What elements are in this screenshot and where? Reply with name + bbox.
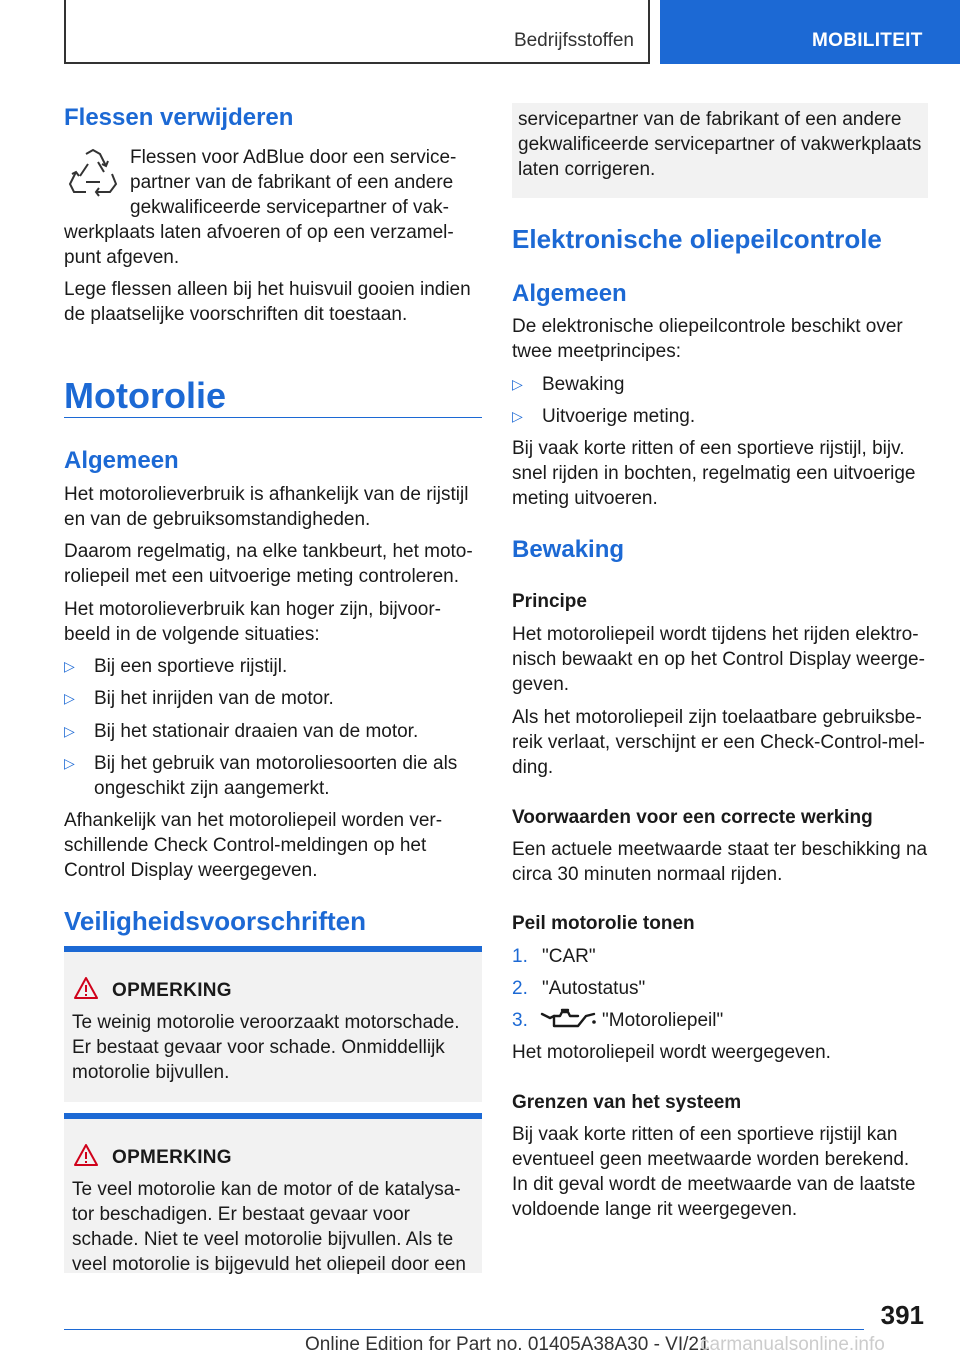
note-2-body: Te veel motorolie kan de motor of de katalysa-tor beschadigen. Er bestaat gevaar voor schade. Niet te veel motorolie bijvullen. Als te veel motorolie is bijgevuld het oliepeil door een: [72, 1179, 466, 1275]
bullet-triangle-icon: ▷: [64, 690, 75, 706]
warning-triangle-icon: [74, 1143, 98, 1167]
header-section-tab: [64, 0, 650, 64]
flessen-text-line1: Flessen voor AdBlue door een service-: [130, 147, 457, 168]
step-text: "Autostatus": [542, 978, 646, 999]
bullet-triangle-icon: ▷: [64, 658, 75, 674]
grenzen-heading: Grenzen van het systeem: [512, 1092, 742, 1113]
footer-rule: [64, 1329, 864, 1330]
page-number: 391: [880, 1300, 924, 1330]
header-chapter-tab: [660, 0, 960, 64]
flessen-text-line2: partner van de fabrikant of een andere: [130, 172, 454, 193]
principe-paragraph-2: Als het motoroliepeil zijn toelaatbare gebruiksbe-reik verlaat, verschijnt er een Check-Control-mel-ding.: [512, 707, 925, 778]
bullet-triangle-icon: ▷: [512, 408, 523, 424]
flessen-paragraph-2: Lege flessen alleen bij het huisvuil gooien indien de plaatselijke voorschriften dit toestaan.: [64, 279, 471, 325]
flessen-text-line4: werkplaats laten afvoeren of op een verzamel-: [64, 222, 454, 243]
note-box-2: [64, 1113, 482, 1273]
footer-watermark: carmanualsonline.info: [700, 1334, 885, 1355]
flessen-text-line5: punt afgeven.: [64, 247, 180, 268]
bullet-triangle-icon: ▷: [512, 376, 523, 392]
list-item: ▷ Bij het gebruik van motoroliesoorten die als ongeschikt zijn aangemerkt.: [64, 753, 458, 799]
note-1-title: OPMERKING: [112, 980, 232, 1001]
header-section-label: Bedrijfsstoffen: [513, 30, 634, 51]
algemeen-paragraph-1: Het motorolieverbruik is afhankelijk van de rijstijl en van de gebruiksomstandigheden.: [64, 484, 469, 530]
algemeen-paragraph-4: Afhankelijk van het motoroliepeil worden ver-schillende Check Control-meldingen op het Control Display weergegeven.: [64, 810, 443, 881]
step-number: 2.: [512, 978, 528, 999]
algemeen-right-paragraph-1: De elektronische oliepeilcontrole beschikt over twee meetprincipes:: [512, 316, 903, 362]
list-item: ▷ Bij een sportieve rijstijl.: [64, 656, 288, 677]
step-item: [512, 1008, 930, 1033]
warning-triangle-icon: [74, 976, 98, 1000]
flessen-text-line3: gekwalificeerde servicepartner of vak-: [130, 197, 449, 218]
list-item: ▷ Bewaking: [512, 374, 625, 395]
step-number: 1.: [512, 946, 528, 967]
note-box-1: [64, 946, 482, 1102]
header-chapter-label: MOBILITEIT: [812, 30, 923, 51]
veiligheid-heading: Veiligheidsvoorschriften: [64, 906, 366, 936]
grenzen-paragraph: Bij vaak korte ritten of een sportieve rijstijl kan eventueel geen meetwaarde worden berekend. In dit geval wordt de meetwaarde van de laatste voldoende lange rit weergegeven.: [512, 1124, 916, 1220]
note-1-body: Te weinig motorolie veroorzaakt motorschade. Er bestaat gevaar voor schade. Onmiddellijk motorolie bijvullen.: [72, 1012, 460, 1083]
algemeen-right-paragraph-2: Bij vaak korte ritten of een sportieve rijstijl, bijv. snel rijden in bochten, regelmatig een uitvoerige meting uitvoeren.: [512, 438, 916, 509]
bullet-triangle-icon: ▷: [64, 723, 75, 739]
note-2-continuation-box: [512, 103, 928, 198]
list-item: ▷ Uitvoerige meting.: [512, 406, 696, 427]
step-text: "Motoroliepeil": [602, 1010, 724, 1031]
algemeen-paragraph-3: Het motorolieverbruik kan hoger zijn, bijvoor-beeld in de volgende situaties:: [64, 599, 441, 645]
principe-paragraph-1: Het motoroliepeil wordt tijdens het rijden elektro-nisch bewaakt en op het Control Display weerge-geven.: [512, 624, 925, 695]
bewaking-heading: Bewaking: [512, 536, 625, 563]
recycle-icon: [66, 146, 120, 200]
step-item: [512, 944, 930, 969]
flessen-heading: Flessen verwijderen: [64, 104, 294, 131]
note-2-continuation-text: servicepartner van de fabrikant of een andere gekwalificeerde servicepartner of vakwerkplaats laten corrigeren.: [518, 109, 922, 180]
motorolie-rule: [64, 417, 482, 418]
algemeen-heading: Algemeen: [64, 447, 179, 474]
peil-paragraph: Het motoroliepeil wordt weergegeven.: [512, 1042, 831, 1063]
motorolie-heading: Motorolie: [64, 375, 226, 416]
bullet-triangle-icon: ▷: [64, 755, 75, 771]
peil-heading: Peil motorolie tonen: [512, 913, 695, 934]
algemeen-heading-right: Algemeen: [512, 280, 627, 307]
note-2-title: OPMERKING: [112, 1147, 232, 1168]
principe-heading: Principe: [512, 591, 587, 612]
oil-can-icon: [540, 1008, 596, 1030]
list-item: ▷ Bij het stationair draaien van de motor.: [64, 721, 419, 742]
voorwaarden-heading: Voorwaarden voor een correcte werking: [512, 807, 873, 828]
step-item: [512, 976, 930, 1001]
footer-edition: Online Edition for Part no. 01405A38A30 - VI/21: [305, 1334, 710, 1355]
elektronische-heading: Elektronische oliepeilcontrole: [512, 224, 882, 254]
step-text: "CAR": [542, 946, 596, 967]
algemeen-paragraph-2: Daarom regelmatig, na elke tankbeurt, het moto-roliepeil met een uitvoerige meting controleren.: [64, 541, 473, 587]
voorwaarden-paragraph: Een actuele meetwaarde staat ter beschikking na circa 30 minuten normaal rijden.: [512, 839, 928, 885]
list-item: ▷ Bij het inrijden van de motor.: [64, 688, 334, 709]
step-number: 3.: [512, 1010, 528, 1031]
